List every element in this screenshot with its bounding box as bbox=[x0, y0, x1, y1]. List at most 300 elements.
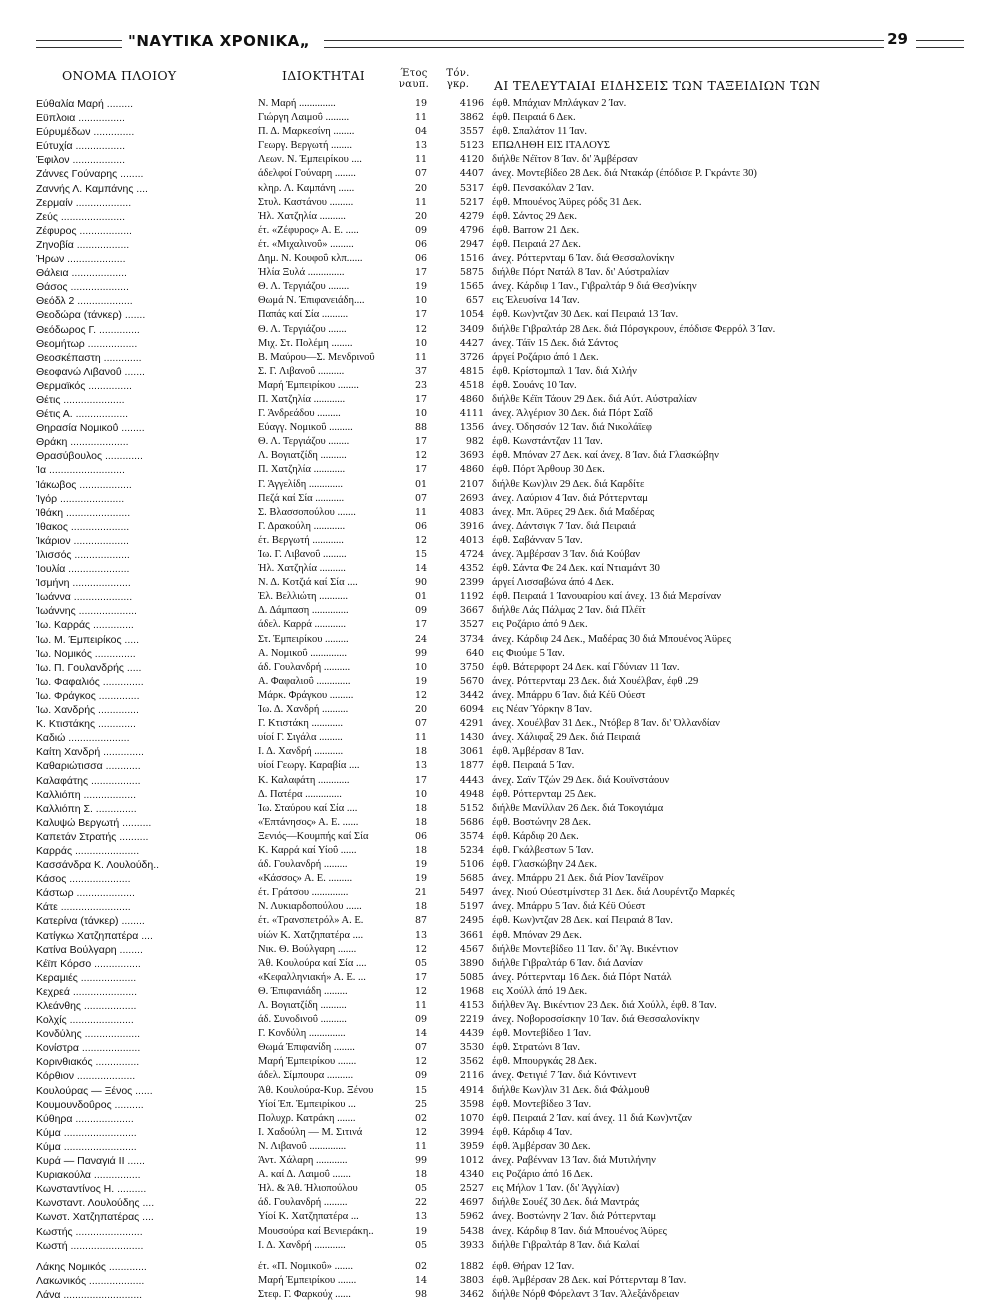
table-row bbox=[36, 774, 956, 788]
ship-name: Ίω. Καρράς .............. bbox=[36, 619, 134, 632]
build-year: 23 bbox=[414, 379, 428, 391]
ship-name: Θεόδωρος Γ. .............. bbox=[36, 323, 140, 336]
ship-table bbox=[36, 97, 956, 1302]
table-row bbox=[36, 914, 956, 928]
gross-tonnage: 6094 bbox=[459, 704, 484, 716]
voyage-news: έφθ. Μπόναν 29 Δεκ. bbox=[492, 929, 582, 941]
build-year: 11 bbox=[414, 506, 428, 518]
gross-tonnage: 4153 bbox=[459, 1000, 484, 1011]
gross-tonnage: 3462 bbox=[459, 1288, 484, 1300]
table-row bbox=[36, 492, 956, 506]
owner-name: Έλ. Βελλιώτη ........... bbox=[258, 591, 349, 603]
owner-name: Εύαγγ. Νομικοΰ ......... bbox=[258, 422, 353, 434]
table-row bbox=[36, 421, 956, 435]
owner-name: Άντ. Χάλαρη ............ bbox=[258, 1155, 348, 1167]
ship-name: Καίτη Χανδρή .............. bbox=[36, 746, 144, 759]
ship-name: Ζηνοβία .................. bbox=[36, 238, 130, 251]
voyage-news: άνεχ. Μοντεβίδεο 28 Δεκ. διά Ντακάρ (έπόδισε Ρ. Γκράντε 30) bbox=[492, 168, 757, 180]
owner-name: Π. Δ. Μαρκεσίνη ........ bbox=[258, 126, 355, 138]
voyage-news: έφθ. Γκάλβεστων 5 Ίαν. bbox=[492, 844, 594, 856]
table-row bbox=[36, 252, 956, 266]
magazine-title: "ΝΑΥΤΙΚΑ ΧΡΟΝΙΚΑ„ bbox=[128, 32, 311, 50]
ship-name: Θηρασία Νομικοΰ ........ bbox=[36, 422, 145, 435]
table-row bbox=[36, 167, 956, 181]
table-row bbox=[36, 478, 956, 492]
ship-name: Ίσμήνη .................... bbox=[36, 577, 131, 590]
ship-name: Ίωάννης .................... bbox=[36, 605, 137, 618]
voyage-news: άνεχ. Μπ. Άϋρες 29 Δεκ. διά Μαδέρας bbox=[492, 506, 655, 518]
owner-name: άδ. Γουλανδρή ......... bbox=[258, 859, 348, 871]
voyage-news: άνεχ. Νιού Ούεστμίνστερ 31 Δεκ. διά Λουρέντζο Μαρκές bbox=[492, 887, 735, 899]
owner-name: Ι. Δ. Χανδρή ............ bbox=[258, 1239, 346, 1251]
voyage-news: διήλθε Κων)λιν 31 Δεκ. διά Φάλμουθ bbox=[492, 1084, 650, 1096]
ship-name: Κυριακούλα ................ bbox=[36, 1169, 141, 1182]
gross-tonnage: 4120 bbox=[459, 154, 484, 166]
gross-tonnage: 3916 bbox=[459, 520, 484, 532]
gross-tonnage: 3061 bbox=[459, 746, 484, 758]
build-year: 15 bbox=[414, 549, 428, 560]
voyage-news: έφθ. Σάντος 29 Δεκ. bbox=[492, 210, 577, 222]
voyage-news: διήλθε Κέϊπ Τάουν 29 Δεκ. διά Αύτ. Αύστραλίαν bbox=[492, 393, 697, 405]
voyage-news: διήλθε Γιβραλτάρ 6 Ίαν. διά Δανίαν bbox=[492, 957, 643, 969]
table-row bbox=[36, 562, 956, 576]
gross-tonnage: 3933 bbox=[459, 1239, 484, 1251]
build-year: 02 bbox=[414, 1112, 428, 1124]
build-year: 12 bbox=[414, 943, 428, 955]
build-year: 20 bbox=[414, 182, 428, 194]
gross-tonnage: 4196 bbox=[459, 98, 484, 109]
build-year: 17 bbox=[414, 393, 428, 405]
gross-tonnage: 4567 bbox=[459, 943, 484, 955]
build-year: 10 bbox=[414, 408, 428, 420]
owner-name: έτ. Βεργωτή ............ bbox=[258, 534, 344, 546]
section-gap bbox=[36, 1253, 956, 1260]
owner-name: άδ. Συνοδινοΰ .......... bbox=[258, 1014, 347, 1026]
build-year: 13 bbox=[414, 929, 428, 941]
voyage-news: έφθ. Θήραν 12 Ίαν. bbox=[492, 1260, 575, 1272]
owner-name: Θωμά Έπιφανίδη ........ bbox=[258, 1042, 355, 1054]
table-row bbox=[36, 210, 956, 224]
owner-name: Κ. Καρρά καί Υίοΰ ...... bbox=[258, 844, 357, 856]
voyage-news: έφθ. Ρόττερνταμ 25 Δεκ. bbox=[492, 788, 597, 800]
voyage-news: εις Ροζάριο άπό 16 Δεκ. bbox=[492, 1169, 593, 1181]
voyage-news: έφθ. Γλασκώβην 24 Δεκ. bbox=[492, 859, 598, 871]
gross-tonnage: 3734 bbox=[459, 633, 484, 645]
build-year: 11 bbox=[414, 112, 428, 124]
gross-tonnage: 5217 bbox=[459, 196, 484, 208]
owner-name: Πολυχρ. Κατράκη ....... bbox=[258, 1112, 356, 1124]
voyage-news: διήλθε Λάς Πάλμας 2 Ίαν. διά Πλέϊτ bbox=[492, 605, 646, 617]
ship-name: Κ. Κτιστάκης ............. bbox=[36, 718, 136, 731]
ship-name: Καλυψώ Βεργωτή .......... bbox=[36, 816, 152, 829]
voyage-news: έφθ. Κάρδιφ 4 Ίαν. bbox=[492, 1126, 573, 1138]
gross-tonnage: 4340 bbox=[459, 1169, 484, 1181]
owner-name: Γ. Άγγελίδη ............. bbox=[258, 478, 343, 490]
column-header-year: Έτος ναυπ. bbox=[398, 68, 430, 90]
voyage-news: άνεχ. Νοβοροσσίσκην 10 Ίαν. διά Θεσσαλονίκην bbox=[492, 1014, 700, 1026]
table-row bbox=[36, 1013, 956, 1027]
gross-tonnage: 4697 bbox=[459, 1197, 484, 1209]
gross-tonnage: 4860 bbox=[459, 393, 484, 405]
ship-name: Λακωνικός ................... bbox=[36, 1274, 145, 1287]
voyage-news: άνεχ. Φετιγιέ 7 Ίαν. διά Κόντινεντ bbox=[492, 1070, 637, 1082]
ship-name: Εύτυχία ................. bbox=[36, 140, 126, 153]
build-year: 25 bbox=[414, 1098, 428, 1110]
gross-tonnage: 3530 bbox=[459, 1042, 484, 1054]
voyage-news: διήλθε Πόρτ Νατάλ 8 Ίαν. δι' Αύστραλίαν bbox=[492, 267, 669, 279]
build-year: 11 bbox=[414, 154, 428, 166]
gross-tonnage: 5670 bbox=[459, 675, 484, 687]
table-row bbox=[36, 125, 956, 139]
table-row bbox=[36, 717, 956, 731]
table-row bbox=[36, 971, 956, 985]
gross-tonnage: 2219 bbox=[459, 1014, 484, 1026]
ship-name: Κωστής ....................... bbox=[36, 1225, 143, 1238]
ship-name: Ζερμαίν ................... bbox=[36, 196, 132, 209]
column-header-news: ΑΙ ΤΕΛΕΥΤΑΙΑΙ ΕΙΔΗΣΕΙΣ ΤΩΝ ΤΑΞΕΙΔΙΩΝ ΤΩΝ bbox=[494, 78, 821, 93]
build-year: 09 bbox=[414, 1014, 428, 1026]
build-year: 19 bbox=[414, 281, 428, 293]
build-year: 17 bbox=[414, 436, 428, 448]
table-row bbox=[36, 633, 956, 647]
build-year: 14 bbox=[414, 1028, 428, 1040]
owner-name: έτ. «Π. Νομικοΰ» ....... bbox=[258, 1260, 354, 1272]
table-row bbox=[36, 830, 956, 844]
voyage-news: άνεχ. Βοστώνην 2 Ίαν. διά Ρόττερνταμ bbox=[492, 1211, 657, 1223]
gross-tonnage: 4083 bbox=[459, 506, 484, 518]
gross-tonnage: 4407 bbox=[459, 168, 484, 180]
owner-name: Πεζά καί Σία ........... bbox=[258, 492, 345, 504]
build-year: 18 bbox=[414, 816, 428, 828]
ship-name: Κέϊπ Κόρσο ................ bbox=[36, 957, 141, 970]
build-year: 18 bbox=[414, 901, 428, 913]
ship-name: Κάτε ........................ bbox=[36, 901, 131, 914]
column-header-tonnage: Τόν. γκρ. bbox=[446, 68, 470, 90]
gross-tonnage: 1430 bbox=[459, 732, 484, 744]
column-header-owner: ΙΔΙΟΚΤΗΤΑΙ bbox=[282, 68, 366, 83]
gross-tonnage: 5685 bbox=[459, 873, 484, 885]
voyage-news: διήλθε Γιβραλτάρ 28 Δεκ. διά Πόρσγκρουν, έπόδισε Φερρόλ 3 Ίαν. bbox=[492, 323, 776, 335]
gross-tonnage: 3890 bbox=[459, 957, 484, 969]
voyage-news: έφθ. Μπουένος Άϋρες ρόδς 31 Δεκ. bbox=[492, 196, 642, 208]
table-row bbox=[36, 886, 956, 900]
owner-name: Ίω. Σταύρου καί Σία .... bbox=[258, 802, 358, 814]
owner-name: «Κάσσος» Α. Ε. ......... bbox=[258, 873, 353, 885]
table-row bbox=[36, 900, 956, 914]
build-year: 06 bbox=[414, 238, 428, 250]
voyage-news: άνεχ. Λαύριον 4 Ίαν. διά Ρόττερνταμ bbox=[492, 492, 648, 504]
voyage-news: έφθ. Βοστώνην 28 Δεκ. bbox=[492, 816, 592, 828]
gross-tonnage: 1356 bbox=[459, 422, 484, 434]
voyage-news: έφθ. Σπαλάτον 11 Ίαν. bbox=[492, 126, 588, 138]
owner-name: Ι. Χαδούλη — Μ. Σιτινά bbox=[258, 1126, 363, 1138]
owner-name: Λεων. Ν. Έμπειρίκου .... bbox=[258, 154, 362, 166]
gross-tonnage: 4427 bbox=[459, 337, 484, 349]
gross-tonnage: 3994 bbox=[459, 1126, 484, 1138]
ship-name: Ίω. Νομικός .............. bbox=[36, 647, 136, 660]
owner-name: Γ. Δρακούλη ............ bbox=[258, 520, 346, 532]
gross-tonnage: 3959 bbox=[459, 1140, 484, 1152]
table-row bbox=[36, 604, 956, 618]
voyage-news: έφθ. Μοντεβίδεο 3 Ίαν. bbox=[492, 1098, 592, 1110]
table-row bbox=[36, 1126, 956, 1140]
gross-tonnage: 3667 bbox=[459, 605, 484, 617]
owner-name: υίοί Γεωργ. Καραβία .... bbox=[258, 760, 360, 772]
table-row bbox=[36, 1027, 956, 1041]
build-year: 20 bbox=[414, 210, 428, 222]
owner-name: Σ. Βλασσοπούλου ....... bbox=[258, 506, 356, 518]
table-row bbox=[36, 449, 956, 463]
voyage-news: διήλθε Γιβραλτάρ 8 Ίαν. διά Καλαί bbox=[492, 1239, 640, 1251]
voyage-news: διήλθε Νέϊτον 8 Ίαν. δι' Άμβέρσαν bbox=[492, 154, 638, 166]
table-row bbox=[36, 647, 956, 661]
ship-name: Καλλιόπη .................. bbox=[36, 788, 136, 801]
ship-name: Ζαννής Λ. Καμπάνης .... bbox=[36, 182, 148, 195]
gross-tonnage: 1877 bbox=[459, 760, 484, 772]
owner-name: Β. Μαύρου—Σ. Μενδρινοΰ bbox=[258, 351, 375, 363]
table-row bbox=[36, 153, 956, 167]
build-year: 10 bbox=[414, 661, 428, 673]
voyage-news: έφθ. Σάντα Φε 24 Δεκ. καί Ντιαμάντ 30 bbox=[492, 563, 660, 575]
gross-tonnage: 4914 bbox=[459, 1084, 484, 1096]
header-rule-right bbox=[916, 40, 964, 48]
owner-name: Υίοί Έπ. Έμπειρίκου ... bbox=[258, 1098, 356, 1110]
voyage-news: έφθ. Άμβέρσαν 30 Δεκ. bbox=[492, 1140, 591, 1152]
gross-tonnage: 1070 bbox=[459, 1112, 484, 1124]
gross-tonnage: 3409 bbox=[459, 323, 484, 335]
owner-name: Ήλ. Χατζηλία .......... bbox=[258, 210, 346, 222]
build-year: 07 bbox=[414, 1042, 428, 1054]
build-year: 19 bbox=[414, 98, 428, 109]
ship-name: Ίω. Φράγκος .............. bbox=[36, 689, 140, 702]
gross-tonnage: 5234 bbox=[459, 844, 484, 856]
build-year: 02 bbox=[414, 1260, 428, 1272]
ship-name: Ίουλία ..................... bbox=[36, 563, 130, 576]
gross-tonnage: 3750 bbox=[459, 661, 484, 673]
ship-name: Θάσος .................... bbox=[36, 281, 129, 294]
gross-tonnage: 2495 bbox=[459, 915, 484, 927]
gross-tonnage: 5497 bbox=[459, 887, 484, 899]
owner-name: Δ. Πατέρα .............. bbox=[258, 788, 342, 800]
ship-name: Ζεύς ...................... bbox=[36, 210, 125, 223]
voyage-news: διήλθεν Άγ. Βικέντιον 23 Δεκ. διά Χούλλ, έφθ. 8 Ίαν. bbox=[492, 1000, 717, 1011]
table-row bbox=[36, 196, 956, 210]
owner-name: Θ. Λ. Τεργιάζου ........ bbox=[258, 436, 350, 448]
gross-tonnage: 3557 bbox=[459, 126, 484, 138]
gross-tonnage: 5197 bbox=[459, 901, 484, 913]
ship-name: Ίθάκη ...................... bbox=[36, 506, 131, 519]
owner-name: Γ. Κτιστάκη ............ bbox=[258, 718, 343, 730]
table-row bbox=[36, 139, 956, 153]
voyage-news: εις Έλευσίνα 14 Ίαν. bbox=[492, 295, 580, 307]
build-year: 09 bbox=[414, 1070, 428, 1082]
table-row bbox=[36, 1041, 956, 1055]
owner-name: άδελ. Καρρά ............ bbox=[258, 619, 346, 631]
header-rule-middle bbox=[324, 40, 884, 48]
voyage-news: έφθ. Πειραιά 6 Δεκ. bbox=[492, 112, 576, 124]
build-year: 11 bbox=[414, 1140, 428, 1152]
build-year: 98 bbox=[414, 1288, 428, 1300]
gross-tonnage: 5962 bbox=[459, 1211, 484, 1223]
ship-name: Ίω. Χανδρής .............. bbox=[36, 704, 139, 717]
owner-name: Ν. Λιβανοΰ .............. bbox=[258, 1140, 347, 1152]
table-row bbox=[36, 1274, 956, 1288]
table-row bbox=[36, 435, 956, 449]
table-row bbox=[36, 1196, 956, 1210]
build-year: 17 bbox=[414, 267, 428, 279]
gross-tonnage: 5438 bbox=[459, 1225, 484, 1237]
owner-name: Θωμά Ν. Έπιφανειάδη.... bbox=[258, 295, 365, 307]
build-year: 07 bbox=[414, 168, 428, 180]
ship-name: Ίάκωβος .................. bbox=[36, 478, 132, 491]
voyage-news: έφθ. Μπουργκάς 28 Δεκ. bbox=[492, 1056, 597, 1068]
owner-name: Ν. Μαρή .............. bbox=[258, 98, 336, 109]
ship-name: Κεχρεά ...................... bbox=[36, 985, 138, 998]
gross-tonnage: 1054 bbox=[459, 309, 484, 321]
table-row bbox=[36, 520, 956, 534]
table-row bbox=[36, 1055, 956, 1069]
table-row bbox=[36, 294, 956, 308]
gross-tonnage: 640 bbox=[465, 647, 484, 659]
ship-name: Κασσάνδρα Κ. Λουλούδη.. bbox=[36, 859, 160, 872]
build-year: 88 bbox=[414, 422, 428, 434]
owner-name: Α. καί Δ. Λαιμοΰ ....... bbox=[258, 1169, 351, 1181]
gross-tonnage: 4439 bbox=[459, 1028, 484, 1040]
ship-name: Θράκη .................... bbox=[36, 436, 129, 449]
ship-name: Εύρυμέδων .............. bbox=[36, 126, 135, 139]
table-row bbox=[36, 703, 956, 717]
owner-name: άδελφοί Γούναρη ........ bbox=[258, 168, 356, 180]
ship-name: Ζάννες Γούναρης ........ bbox=[36, 168, 144, 181]
table-row bbox=[36, 1239, 956, 1253]
gross-tonnage: 657 bbox=[465, 295, 484, 307]
table-row bbox=[36, 548, 956, 562]
ship-name: Καθαριώτισσα ............ bbox=[36, 760, 141, 773]
ship-name: Κωνσταντ. Λουλούδης .... bbox=[36, 1197, 155, 1210]
voyage-news: άνεχ. Ρόττερνταμ 6 Ίαν. διά Θεσσαλονίκην bbox=[492, 253, 675, 265]
build-year: 05 bbox=[414, 1183, 428, 1195]
owner-name: Μουσούρα καί Βενιεράκη.. bbox=[258, 1225, 374, 1237]
table-row bbox=[36, 1069, 956, 1083]
ship-name: Εύθαλία Μαρή ......... bbox=[36, 98, 134, 110]
build-year: 18 bbox=[414, 1169, 428, 1181]
owner-name: Μιχ. Στ. Πολέμη ........ bbox=[258, 337, 353, 349]
table-row bbox=[36, 224, 956, 238]
header-rule-left bbox=[36, 40, 122, 48]
table-row bbox=[36, 308, 956, 322]
gross-tonnage: 1012 bbox=[459, 1155, 484, 1167]
voyage-news: έφθ. Πειραιά 2 Ίαν. καί άνεχ. 11 διά Κων)ντζαν bbox=[492, 1112, 692, 1124]
ship-name: Θεοσκέπαστη ............. bbox=[36, 351, 142, 364]
build-year: 05 bbox=[414, 1239, 428, 1251]
gross-tonnage: 4518 bbox=[459, 379, 484, 391]
gross-tonnage: 4815 bbox=[459, 365, 484, 377]
gross-tonnage: 5875 bbox=[459, 267, 484, 279]
build-year: 13 bbox=[414, 1211, 428, 1223]
ship-name: Ίγόρ ...................... bbox=[36, 492, 125, 505]
ship-name: Κεραμιές ................... bbox=[36, 971, 137, 984]
build-year: 01 bbox=[414, 591, 428, 603]
owner-name: έτ. Γράτσου .............. bbox=[258, 887, 349, 899]
gross-tonnage: 3562 bbox=[459, 1056, 484, 1068]
table-row bbox=[36, 1225, 956, 1239]
build-year: 22 bbox=[414, 1197, 428, 1209]
voyage-news: άνεχ. Χουέλβαν 31 Δεκ., Ντόβερ 8 Ίαν. δι' Όλλανδίαν bbox=[492, 718, 720, 730]
build-year: 87 bbox=[414, 915, 428, 927]
build-year: 17 bbox=[414, 971, 428, 983]
owner-name: Γιώργη Λαιμοΰ ......... bbox=[258, 112, 350, 124]
build-year: 17 bbox=[414, 619, 428, 631]
gross-tonnage: 5085 bbox=[459, 971, 484, 983]
build-year: 12 bbox=[414, 1056, 428, 1068]
table-row bbox=[36, 1288, 956, 1302]
owner-name: υίοί Γ. Σιγάλα ......... bbox=[258, 732, 343, 744]
table-row bbox=[36, 929, 956, 943]
voyage-news: άνεχ. Μπάρρυ 21 Δεκ. διά Ρίον Ίανέϊρον bbox=[492, 873, 664, 885]
ship-name: Κονδύλης ................... bbox=[36, 1028, 141, 1041]
table-row bbox=[36, 1154, 956, 1168]
build-year: 10 bbox=[414, 337, 428, 349]
voyage-news: έφθ. Πειραιά 1 Ίανουαρίου καί άνεχ. 13 διά Μερσίναν bbox=[492, 591, 721, 603]
ship-name: Θεοδώρα (τάνκερ) ....... bbox=[36, 309, 146, 322]
voyage-news: άνεχ. Χάλιφαξ 29 Δεκ. διά Πειραιά bbox=[492, 732, 641, 744]
voyage-news: διήλθε Νόρθ Φόρελαντ 3 Ίαν. Άλεξάνδρειαν bbox=[492, 1288, 680, 1300]
build-year: 04 bbox=[414, 126, 428, 138]
table-row bbox=[36, 1210, 956, 1224]
gross-tonnage: 2107 bbox=[459, 478, 484, 490]
table-row bbox=[36, 802, 956, 816]
gross-tonnage: 3862 bbox=[459, 112, 484, 124]
gross-tonnage: 3803 bbox=[459, 1274, 484, 1286]
voyage-news: άνεχ. Κάρδιφ 24 Δεκ., Μαδέρας 30 διά Μπουένος Άϋρες bbox=[492, 633, 731, 645]
ship-name: Κολχίς ...................... bbox=[36, 1014, 134, 1027]
build-year: 11 bbox=[414, 1000, 428, 1011]
table-row bbox=[36, 689, 956, 703]
table-row bbox=[36, 111, 956, 125]
build-year: 10 bbox=[414, 295, 428, 307]
ship-name: Ίω. Φαφαλιός .............. bbox=[36, 675, 144, 688]
ship-name: Καρράς ...................... bbox=[36, 844, 140, 857]
gross-tonnage: 4279 bbox=[459, 210, 484, 222]
table-row bbox=[36, 731, 956, 745]
owner-name: Μαρή Έμπειρίκου ....... bbox=[258, 1274, 357, 1286]
table-row bbox=[36, 816, 956, 830]
ship-name: Κωνσταντίνος Η. .......... bbox=[36, 1183, 147, 1196]
build-year: 18 bbox=[414, 844, 428, 856]
voyage-news: άνεχ. Κάρδιφ 8 Ίαν. διά Μπουένος Άϋρες bbox=[492, 1225, 667, 1237]
build-year: 07 bbox=[414, 492, 428, 504]
owner-name: «Κεφαλληνιακή» Α. Ε. ... bbox=[258, 971, 366, 983]
table-row bbox=[36, 407, 956, 421]
ship-name: Κονίστρα .................... bbox=[36, 1042, 141, 1055]
voyage-news: έφθ. Άμβέρσαν 28 Δεκ. καί Ρόττερνταμ 8 Ίαν. bbox=[492, 1274, 687, 1286]
ship-name: Κόρθιον .................... bbox=[36, 1070, 136, 1083]
owner-name: Μαρή Έμπειρίκου ........ bbox=[258, 379, 359, 391]
owner-name: Ι. Δ. Χανδρή ........... bbox=[258, 746, 344, 758]
table-row bbox=[36, 97, 956, 111]
owner-name: Στεφ. Γ. Φαρκούχ ...... bbox=[258, 1288, 351, 1300]
build-year: 12 bbox=[414, 689, 428, 701]
ship-name: Κυρά — Παναγιά ΙΙ ...... bbox=[36, 1155, 145, 1168]
owner-name: Γ. Κονδύλη .............. bbox=[258, 1028, 346, 1040]
build-year: 09 bbox=[414, 224, 428, 236]
gross-tonnage: 4352 bbox=[459, 563, 484, 575]
owner-name: άδ. Γουλανδρή ......... bbox=[258, 1197, 348, 1209]
build-year: 24 bbox=[414, 633, 428, 645]
voyage-news: έφθ. Άμβέρσαν 8 Ίαν. bbox=[492, 746, 584, 758]
owner-name: Κ. Καλαφάτη ............ bbox=[258, 774, 350, 786]
owner-name: Α. Φαφαλιοΰ ............. bbox=[258, 675, 351, 687]
